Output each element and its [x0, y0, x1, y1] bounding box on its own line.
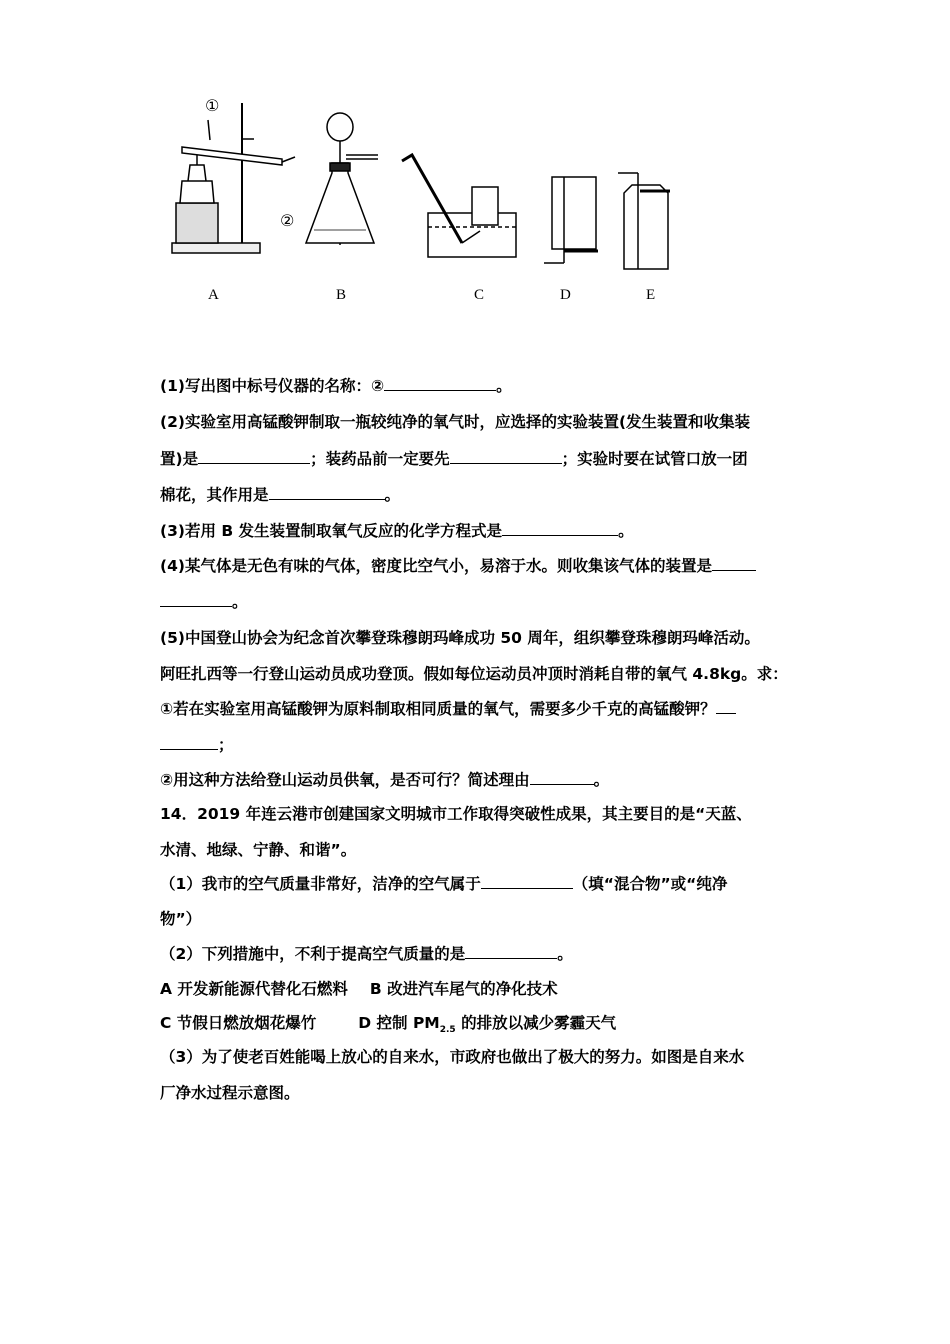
answer-blank[interactable] — [198, 449, 310, 464]
question-3: (3)若用 B 发生装置制取氧气反应的化学方程式是 。 — [160, 522, 634, 540]
answer-blank[interactable] — [716, 699, 736, 714]
answer-blank[interactable] — [269, 485, 385, 500]
answer-blank[interactable] — [160, 592, 232, 607]
apparatus-b — [306, 113, 378, 245]
question-4-line-1: (4)某气体是无色有味的气体，密度比空气小，易溶于水。则收集该气体的装置是 — [160, 556, 800, 576]
marker-2: ② — [280, 211, 295, 230]
question-1: (1)写出图中标号仪器的名称：② 。 — [160, 377, 512, 395]
question-14-line-1: 14．2019 年连云港市创建国家文明城市工作取得突破性成果，其主要目的是“天蓝、 — [160, 805, 752, 823]
label-e: E — [646, 287, 656, 303]
question-14-2: （2）下列措施中，不利于提高空气质量的是 。 — [160, 945, 573, 963]
question-5-line-2: 阿旺扎西等一行登山运动员成功登顶。假如每位运动员冲顶时消耗自带的氧气 4.8kg。求： — [160, 665, 788, 683]
options-row-2 — [160, 1013, 800, 1040]
answer-blank[interactable] — [481, 874, 573, 889]
apparatus-drawing — [150, 85, 710, 315]
apparatus-a — [172, 103, 295, 253]
apparatus-c — [402, 155, 516, 257]
question-2-line-3: 棉花，其作用是 。 — [160, 486, 401, 504]
label-a: A — [208, 287, 219, 303]
answer-blank[interactable] — [502, 521, 618, 536]
apparatus-e — [618, 173, 670, 269]
answer-blank[interactable] — [160, 735, 218, 750]
label-b: B — [336, 287, 347, 303]
option-b: B 改进汽车尾气的净化技术 — [369, 980, 558, 998]
question-14-1-line-2: 物”） — [160, 910, 202, 928]
question-5-line-4: ； — [160, 735, 800, 755]
marker-1: ① — [205, 96, 220, 115]
question-14-line-2: 水清、地绿、宁静、和谐”。 — [160, 841, 357, 859]
label-c: C — [474, 287, 485, 303]
answer-blank[interactable] — [465, 944, 557, 959]
question-5-line-1: (5)中国登山协会为纪念首次攀登珠穆朗玛峰成功 50 周年，组织攀登珠穆朗玛峰活动。 — [160, 629, 760, 647]
question-4-line-2: 。 — [160, 592, 800, 612]
question-14-1-line-1: （1）我市的空气质量非常好，洁净的空气属于 （填“混合物”或“纯净 — [160, 875, 728, 893]
option-a: A 开发新能源代替化石燃料 — [160, 980, 348, 998]
question-2-line-1: (2)实验室用高锰酸钾制取一瓶较纯净的氧气时，应选择的实验装置(发生装置和收集装 — [160, 413, 751, 431]
label-d: D — [560, 287, 571, 303]
options-row-1 — [160, 979, 800, 999]
apparatus-d — [544, 177, 598, 263]
answer-blank[interactable] — [450, 449, 562, 464]
question-14-3-line-2: 厂净水过程示意图。 — [160, 1084, 300, 1102]
question-5-line-3: ①若在实验室用高锰酸钾为原料制取相同质量的氧气，需要多少千克的高锰酸钾？ — [160, 699, 800, 719]
answer-blank[interactable] — [530, 770, 594, 785]
option-d: D 控制 $PM_{2.5}$ 的排放以减少雾霾天气 — [358, 1014, 617, 1036]
apparatus-figure — [150, 85, 710, 315]
answer-blank[interactable] — [712, 556, 756, 571]
question-14-3-line-1: （3）为了使老百姓能喝上放心的自来水，市政府也做出了极大的努力。如图是自来水 — [160, 1048, 745, 1066]
question-5-line-5: ②用这种方法给登山运动员供氧，是否可行？简述理由 。 — [160, 771, 610, 789]
option-c: C 节假日燃放烟花爆竹 — [160, 1014, 317, 1032]
answer-blank[interactable] — [384, 376, 496, 391]
question-2-line-2: 置)是 ；装药品前一定要先 ；实验时要在试管口放一团 — [160, 450, 748, 468]
